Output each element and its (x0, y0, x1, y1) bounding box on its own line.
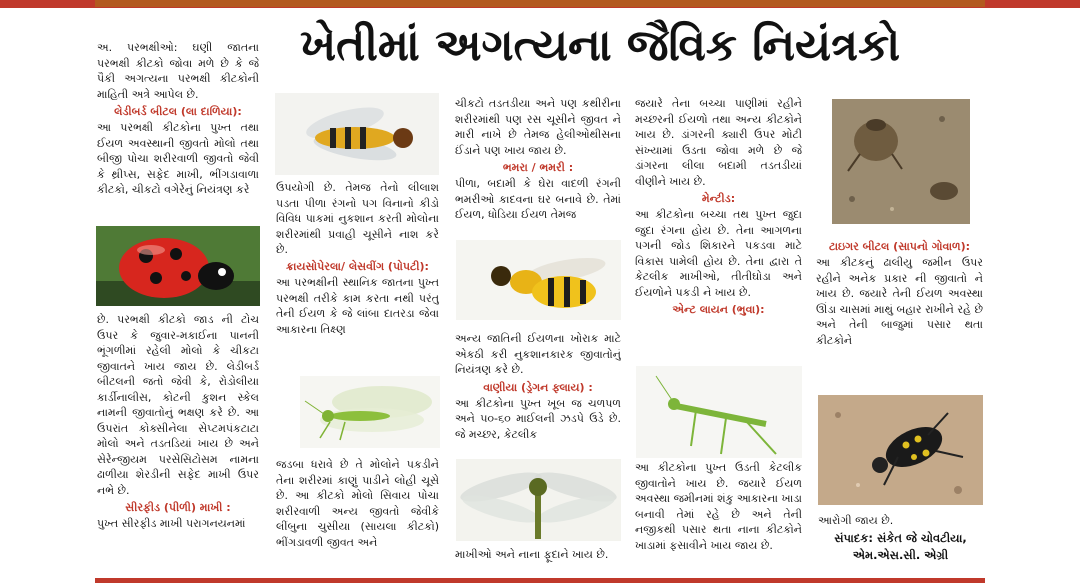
column-2-middle (276, 258, 439, 372)
mantis-text: આ કીટકોના બચ્ચા તથ પુખ્ત જુદા જુદા રંગના હોય છે. તેના આગળના પગની જોડ શિકારને પકડવા માટે વિકાસ પામેલી હોય છે. તેના દ્વારા તે કેટલીક માખીઓ, તીતીઘોડા અને ઈયળોને પકડી ને ખાય છે. (635, 208, 802, 299)
chrysoperla-heading: ક્રાયસોપેરલા/ લેસવીંગ (પોપટી): (286, 260, 429, 273)
header-image-strip (95, 0, 985, 7)
wasp-heading: ભમરા / ભમરી : (502, 161, 574, 174)
mantis-heading: મેન્ટીડ: (701, 192, 736, 205)
dragonfly-photo (456, 459, 621, 541)
column-2-top (276, 180, 439, 256)
dragonfly-text: આ કીટકોના પુખ્ત ખૂબ જ ચળપળ અને ૫૦-૬૦ માઈલની ઝડપે ઉડે છે. જે મચ્છર, કેટલીક (455, 396, 621, 441)
chrysoperla-text-cont: જડબા ધરાવે છે તે મોલોને પકડીને તેના શરીરમાં કાણું પાડીને લોહી ચૂસે છે. આ કીટકો મોલો સિવાય પોચા શરીરવાળી અન્ય જીવતો જેવીકે લીંબુના ચુસીયા (સાયલા કીટકો) ભીંગડાવળી જીવત અને (276, 458, 439, 549)
editor-qualification: એમ.એસ.સી. એગ્રી (852, 548, 949, 562)
syrphid-heading: સીરફીડ (પીળી) માખી : (125, 501, 231, 514)
antlion-text: આ કીટકોના પુખ્ત ઉડતી કેટલીક જીવાતોને ખાય છે. જયારે ઈયળ અવસ્થા જમીનમાં શંકુ આકારના ખાડા બનાવી તેમાં રહે છે અને તેની નજીકથી પસાર થતા નાના કીટકોને ખાડામાં ફસાવીને ખાય જાય છે. (635, 461, 802, 552)
antlion-heading: એન્ટ લાયન (ભુવા): (672, 303, 765, 316)
ladybird-text-cont: છે. પરભક્ષી કીટકો જાડ ની ટોચ ઉપર કે જુવાર-મકાઈના પાનની ભૂંગળીમાં રહેલી મોલો કે ચીકટા જીવાતને ખાય જાય છે. લેડીબર્ડ બીટલની જતો જેવી કે, રોડોલીયા કાર્ડીનાલીસ, કોટની કુશન સ્કેલ નામની જીવાતોનું ભક્ષણ કરે છે. આ ઉપરાંત કોક્સીનેલા સેપ્ટમપંકટાટા મોલો અને તડતડિયાં ખાય છે અને સેરેન્જીયમ પરસેસિટોસમ નામના ઢાળીયા શેરડીની સફેદ માખી ઉપર નભે છે. (97, 313, 259, 497)
lacewing-photo (300, 376, 440, 448)
chrysoperla-text: આ પરભક્ષીની સ્થાનિક જાતના પુખ્ત પરભક્ષી તરીકે કામ કરતા નથી પરંતુ તેની ઈયળ કે જે લાંબા દાતરડા જેવા આકારના તિક્ષ્ણ (276, 276, 439, 336)
page-title: ખેતીમાં અગત્યના જૈવિક નિયંત્રકો (300, 20, 901, 71)
column-1-top (97, 40, 259, 226)
dragonfly-heading: વાણીયા (ડ્રેગન ફ્લાય) : (483, 380, 593, 394)
wasp-text-cont: અન્ય જાતિની ઈયળના ખોરાક માટે એકઠી કરી નુકશાનકારક જીવાતોનું નિયંત્રણ કરે છે. (455, 332, 621, 376)
bottom-border (95, 578, 985, 583)
tiger-beetle-text-end: આરોગી જાય છે. (818, 514, 894, 527)
column-1-bottom (97, 312, 259, 530)
top-border (0, 0, 1080, 8)
column-3-bottom (455, 547, 621, 569)
column-3-middle (455, 331, 621, 457)
author-credit (818, 530, 983, 566)
editor-name: સંપાદક: સંકેત જે ચોવટીયા, (834, 531, 967, 545)
tiger-beetle-photo (818, 395, 983, 505)
column-4-top (635, 96, 802, 352)
tiger-beetle-heading: ટાઇગર બીટલ (સાપનો ગોવાળ): (828, 240, 971, 253)
syrphid-fly-photo (275, 93, 439, 175)
mantis-photo (636, 366, 802, 458)
column-5-bottom (818, 513, 983, 531)
ladybird-text: આ પરભક્ષી કીટકોના પુખ્ત તથા ઈયળ અવસ્થાની જીવતો મોલો તથા બીજી પોચા શરીરવાળી જીવતો જેવી કે થ્રીપ્સ, સફેદ માખી, ભીંગડાવાળા કીટકો, ચીકટો વગેરેનું નિયંત્રણ કરે (97, 121, 259, 196)
syrphid-text: પુખ્ત સીરફીડ માખી પરાગનયનમાં (97, 517, 246, 530)
chrysoperla-text-end: ચીકટો તડતડીયા અને પણ કથીરીના શરીરમાંથી પણ રસ ચૂસીને જીવત ને મારી નાખે છે તેમજ હેલીઓથીસના ઈંડાને પણ ખાય જાય છે. (455, 97, 621, 157)
ladybird-photo (96, 226, 260, 306)
syrphid-text-cont: ઉપયોગી છે. તેમજ તેનો લીલાશ પડતા પીળા રંગનો પગ વિનાનો કીડો વિવિધ પાકમાં નુકશાન કરતી મોલોના શરીરમાંથી પ્રવાહી ચૂસીને નાશ કરે છે. (276, 181, 439, 256)
dragonfly-larvae-text: જયારે તેના બચ્ચા પાણીમાં રહીને મચ્છરની ઈયળો તથા અન્ય કીટકોને ખાય છે. ડાંગરની ક્યારી ઉપર મોટી સંખ્યામાં ઉડતા જોવા મળે છે જે ડાંગરના લીલા બદામી તડતડીયાં વીણીને ખાય છે. (635, 97, 802, 188)
column-4-bottom (635, 460, 802, 568)
ladybird-heading: લેડીબર્ડ બીટલ (લા દાળિયા): (114, 105, 242, 118)
wasp-photo (456, 240, 621, 320)
antlion-photo (832, 99, 970, 224)
tiger-beetle-text: આ કીટકનું ઢાલીયુ જમીન ઉપર રહીને અનેક પ્રકાર ની જીવાતો ને ખાય છે. જયારે તેની ઈયળ અવસ્થા ઊંડા ચાસમાં માથું બહાર રાખીને રહે છે અને તેની બાજુમાં પસાર થતા કીટકોને (816, 256, 983, 347)
dragonfly-text-end: માખીઓ અને નાના ફૂદાને ખાય છે. (455, 548, 609, 561)
intro-text: અ. પરભક્ષીઓ: ઘણી જાતના પરભક્ષી કીટકો જોવા મળે છે કે જે પૈકી અગત્યના પરભક્ષી કીટકોની માહિતી અત્રે આપેલ છે. (97, 41, 259, 101)
wasp-text: પીળા, બદામી કે ઘેરા વાદળી રંગની ભમરીઓ કાદવના ઘર બનાવે છે. તેમાં ઈયળ, ધોડિયા ઈયળ તેમજ (455, 177, 621, 221)
column-3-top (455, 96, 621, 238)
column-5-top (816, 238, 983, 384)
column-2-bottom (276, 457, 439, 569)
